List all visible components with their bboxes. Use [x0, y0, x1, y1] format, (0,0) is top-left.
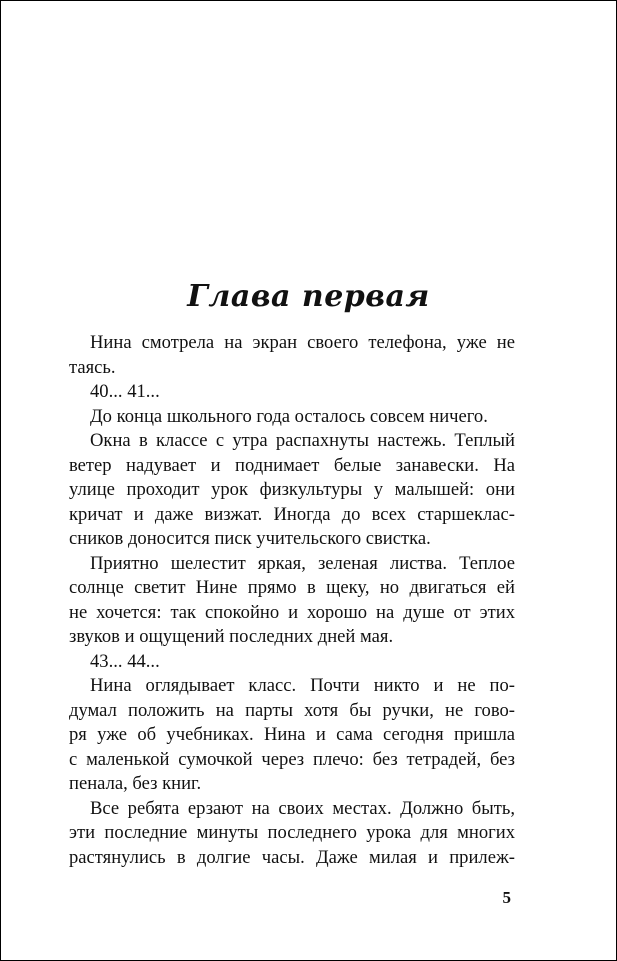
text-line: пенала, без книг.: [69, 773, 202, 794]
text-line: Окна в классе с утра распахнуты настежь. Теплый: [90, 430, 515, 451]
text-line: солнце светит Нине прямо в щеку, но двигаться ей: [69, 577, 515, 598]
text-line: улице проходит урок физкультуры у малышей: они: [69, 479, 515, 500]
text-line: эти последние минуты последнего урока для многих: [69, 822, 515, 843]
text-line: звуков и ощущений последних дней мая.: [69, 626, 394, 647]
text-line: Все ребята ерзают на своих местах. Должно быть,: [90, 797, 515, 819]
text-line: с маленькой сумочкой через плечо: без тетрадей, без: [69, 748, 515, 770]
text-line: 43... 44...: [90, 650, 160, 672]
text-line: Приятно шелестит яркая, зеленая листва. Теплое: [90, 552, 515, 574]
text-line: ветер надувает и поднимает белые занавески. На: [69, 454, 515, 476]
text-line: 40... 41...: [90, 381, 160, 402]
chapter-title: Глава первая: [187, 279, 430, 314]
text-line: думал положить на парты хотя бы ручки, не гово-: [69, 699, 515, 721]
page-number: 5: [502, 888, 511, 907]
text-line: ря уже об учебниках. Нина и сама сегодня пришла: [69, 724, 515, 745]
text-line: растянулись в долгие часы. Даже милая и прилеж-: [69, 846, 515, 868]
text-line: таясь.: [69, 356, 116, 378]
text-line: Нина оглядывает класс. Почти никто и не по-: [90, 675, 515, 696]
text-line: Нина смотрела на экран своего телефона, уже не: [90, 332, 515, 353]
chapter-body: [69, 331, 515, 870]
text-line: не хочется: так спокойно и хорошо на душе от этих: [69, 601, 515, 623]
text-line: сников доносится писк учительского свистка.: [69, 528, 431, 549]
text-line: кричат и даже визжат. Иногда до всех старшеклас-: [69, 503, 515, 525]
text-line: До конца школьного года осталось совсем ничего.: [90, 405, 488, 427]
